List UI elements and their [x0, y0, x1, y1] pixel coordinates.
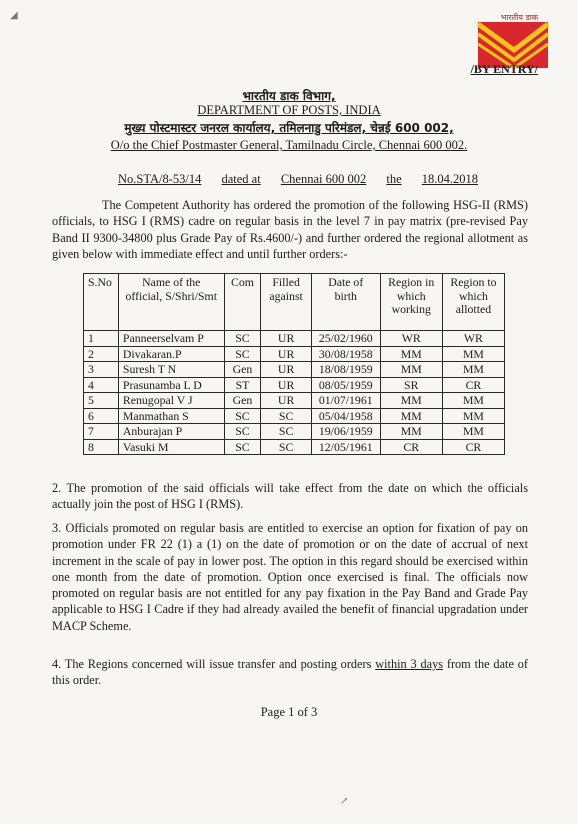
- header-sno: S.No: [84, 274, 119, 331]
- cell-com: Gen: [224, 393, 261, 409]
- cell-sno: 4: [84, 377, 119, 393]
- cell-filled: SC: [261, 439, 312, 455]
- the-label: the: [386, 172, 402, 186]
- table-row: [84, 424, 505, 440]
- cell-dob: 12/05/1961: [311, 439, 380, 455]
- paragraph-4-start: 4. The Regions concerned will issue transfer and posting orders: [52, 657, 376, 671]
- cell-dob: 08/05/1959: [311, 377, 380, 393]
- logo-caption: भारतीय डाक: [500, 13, 538, 22]
- cell-working: CR: [380, 439, 442, 455]
- cell-filled: UR: [261, 377, 312, 393]
- cell-name: Divakaran.P: [118, 346, 224, 362]
- table-row: [84, 408, 505, 424]
- scan-mark-bottom: ↗: [340, 796, 349, 807]
- reference-date: 18.04.2018: [421, 172, 478, 186]
- intro-paragraph: The Competent Authority has ordered the promotion of the following HSG-II (RMS) officials, to HSG I (RMS) cadre on regular basis in the level 7 in pay matrix (pre-revised Pay Band II 9300-34800 plus Grade Pay of Rs.4600/-) and further ordered the regional allotment as given below with immediate effect and until further orders:-: [52, 198, 528, 261]
- cell-sno: 3: [84, 362, 119, 378]
- table-row: [84, 331, 505, 347]
- paragraph-4-deadline: within 3 days: [375, 657, 444, 671]
- header-dob: Date of birth: [311, 274, 380, 331]
- cell-name: Panneerselvam P: [118, 331, 224, 347]
- cell-sno: 1: [84, 331, 119, 347]
- hindi-office-heading: मुख्य पोस्टमास्टर जनरल कार्यालय, तमिलनाडु परिमंडल, चेन्नई 600 002,: [124, 121, 454, 135]
- cell-working: MM: [380, 408, 442, 424]
- promotion-table: [83, 273, 505, 455]
- cell-com: SC: [224, 331, 261, 347]
- table-body: [84, 331, 505, 455]
- header-region-working: Region in which working: [380, 274, 442, 331]
- header-com: Com: [224, 274, 261, 331]
- cell-working: MM: [380, 393, 442, 409]
- table-row: [84, 377, 505, 393]
- cell-working: SR: [380, 377, 442, 393]
- scan-mark: ◢: [10, 10, 18, 21]
- cell-allotted: CR: [442, 439, 504, 455]
- paragraph-4-end: from the date of this order.: [52, 657, 528, 688]
- cell-allotted: CR: [442, 377, 504, 393]
- cell-name: Suresh T N: [118, 362, 224, 378]
- cell-sno: 5: [84, 393, 119, 409]
- cell-working: MM: [380, 346, 442, 362]
- paragraph-3: 3. Officials promoted on regular basis are entitled to exercise an option for fixation of pay on promotion under FR 22 (1) a (1) on the date of promotion or on the date of accrual of next increment in the scale of pay in lower post. The option in this regard should be exercised within one month from the date of promotion. Option once exercised is final. The officials now promoted on regular basis are not entitled for any pay fixation in the Pay Band and Grade Pay applicable to HSG I Cadre if they had already availed the benefit of financial upgradation under MACP Scheme.: [52, 521, 528, 633]
- table-row: [84, 393, 505, 409]
- cell-sno: 6: [84, 408, 119, 424]
- cell-dob: 01/07/1961: [311, 393, 380, 409]
- cell-com: SC: [224, 424, 261, 440]
- cell-name: Renugopal V J: [118, 393, 224, 409]
- header-region-allotted: Region to which allotted: [442, 274, 504, 331]
- cell-filled: UR: [261, 346, 312, 362]
- cell-filled: SC: [261, 408, 312, 424]
- cell-working: MM: [380, 424, 442, 440]
- cell-name: Anburajan P: [118, 424, 224, 440]
- reference-number: No.STA/8-53/14: [118, 172, 202, 186]
- cell-allotted: WR: [442, 331, 504, 347]
- cell-com: SC: [224, 439, 261, 455]
- cell-com: SC: [224, 408, 261, 424]
- cell-filled: UR: [261, 393, 312, 409]
- cell-name: Manmathan S: [118, 408, 224, 424]
- table-row: [84, 439, 505, 455]
- cell-filled: UR: [261, 362, 312, 378]
- cell-allotted: MM: [442, 393, 504, 409]
- cell-allotted: MM: [442, 362, 504, 378]
- cell-sno: 7: [84, 424, 119, 440]
- reference-line: [118, 172, 478, 187]
- reference-place: Chennai 600 002: [280, 172, 367, 186]
- cell-com: ST: [224, 377, 261, 393]
- cell-sno: 2: [84, 346, 119, 362]
- cell-allotted: MM: [442, 346, 504, 362]
- cell-name: Prasunamba L D: [118, 377, 224, 393]
- paragraph-4: [52, 656, 528, 689]
- cell-dob: 25/02/1960: [311, 331, 380, 347]
- cell-allotted: MM: [442, 424, 504, 440]
- paragraph-2: 2. The promotion of the said officials will take effect from the date on which the officials actually join the post of HSG I (RMS).: [52, 481, 528, 512]
- cell-dob: 18/08/1959: [311, 362, 380, 378]
- header-filled: Filled against: [261, 274, 312, 331]
- department-heading: DEPARTMENT OF POSTS, INDIA: [197, 103, 381, 117]
- by-entry-stamp: /BY ENTRY/: [470, 62, 538, 76]
- cell-filled: SC: [261, 424, 312, 440]
- cell-working: MM: [380, 362, 442, 378]
- office-heading: O/o the Chief Postmaster General, Tamilnadu Circle, Chennai 600 002.: [110, 138, 468, 152]
- cell-allotted: MM: [442, 408, 504, 424]
- cell-working: WR: [380, 331, 442, 347]
- table-row: [84, 362, 505, 378]
- cell-filled: UR: [261, 331, 312, 347]
- cell-dob: 19/06/1959: [311, 424, 380, 440]
- hindi-department-heading: भारतीय डाक विभाग,: [242, 89, 336, 103]
- table-row: [84, 346, 505, 362]
- cell-com: Gen: [224, 362, 261, 378]
- cell-dob: 05/04/1958: [311, 408, 380, 424]
- header-name: Name of the official, S/Shri/Smt: [118, 274, 224, 331]
- dated-label: dated at: [221, 172, 261, 186]
- cell-com: SC: [224, 346, 261, 362]
- page-number: Page 1 of 3: [260, 705, 318, 719]
- cell-sno: 8: [84, 439, 119, 455]
- cell-dob: 30/08/1958: [311, 346, 380, 362]
- cell-name: Vasuki M: [118, 439, 224, 455]
- table-header-row: [84, 274, 505, 331]
